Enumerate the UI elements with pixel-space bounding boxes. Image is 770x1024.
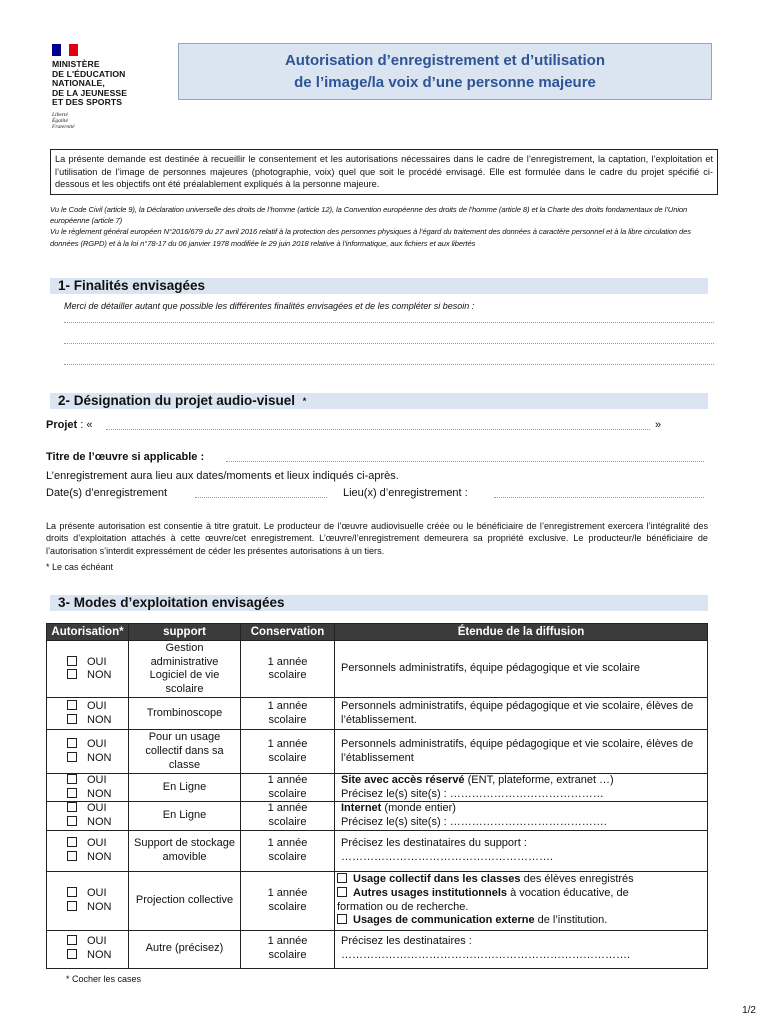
ministry-line: DE LA JEUNESSE — [52, 87, 128, 98]
non-option[interactable] — [67, 714, 128, 728]
section-1-heading: 1- Finalités envisagées — [50, 278, 708, 294]
motto-line: Fraternité — [52, 123, 75, 130]
oui-option[interactable] — [67, 738, 128, 752]
legal-line: Vu le Code Civil (article 9), la Déclaration universelle des droits de l’homme (article 12), la Convention européenne des droits de l’homme (article 8) et la Charte des droits fondamentaux de l’Union européenne (article 7) — [50, 205, 688, 226]
oui-checkbox[interactable] — [67, 700, 77, 710]
projet-close-quote: » — [655, 419, 662, 431]
oui-checkbox[interactable] — [67, 935, 77, 945]
support-cell: Pour un usage collectif dans sa classe — [129, 730, 241, 774]
support-cell: Autre (précisez) — [129, 930, 241, 968]
conservation-line: scolaire — [268, 850, 307, 863]
page-number: 1/2 — [742, 1005, 756, 1016]
scope-rest: (monde entier) — [381, 802, 456, 815]
section-2-title: 2- Désignation du projet audio-visuel — [58, 393, 296, 408]
legal-references — [50, 204, 720, 249]
marianne-flag-icon — [52, 44, 78, 56]
usage-checkbox[interactable] — [337, 914, 347, 924]
titre-oeuvre-field[interactable] — [226, 461, 704, 462]
conservation-cell — [241, 774, 335, 802]
authorization-cell — [47, 641, 129, 698]
conservation-line: 1 année — [267, 655, 308, 668]
non-checkbox[interactable] — [67, 901, 77, 911]
projet-open-quote: : « — [77, 419, 93, 431]
scope-cell — [335, 871, 708, 930]
flag-blue — [52, 44, 61, 56]
scope-cell — [335, 930, 708, 968]
republic-motto — [52, 112, 152, 130]
scope-line — [341, 802, 701, 816]
non-label: NON — [87, 815, 112, 828]
authorization-cell — [47, 698, 129, 730]
header-etendue: Étendue de la diffusion — [335, 624, 708, 641]
support-cell: Trombinoscope — [129, 698, 241, 730]
dates-field[interactable] — [195, 497, 327, 498]
usage-bold: Autres usages institutionnels — [353, 886, 508, 899]
oui-label: OUI — [87, 738, 107, 751]
conservation-line: 1 année — [267, 700, 308, 713]
non-label: NON — [87, 900, 112, 913]
table-row — [47, 830, 708, 871]
conservation-line: 1 année — [267, 802, 308, 815]
site-field[interactable]: Précisez le(s) site(s) : …………………………………… — [341, 787, 604, 800]
non-checkbox[interactable] — [67, 949, 77, 959]
non-checkbox[interactable] — [67, 752, 77, 762]
table-row — [47, 641, 708, 698]
ministry-line: ET DES SPORTS — [52, 97, 123, 108]
oui-option[interactable] — [67, 837, 128, 851]
non-label: NON — [87, 713, 112, 726]
oui-checkbox[interactable] — [67, 774, 77, 784]
lieux-label: Lieu(x) d’enregistrement : — [343, 487, 468, 499]
authorization-cell — [47, 930, 129, 968]
oui-label: OUI — [87, 886, 107, 899]
conservation-cell — [241, 802, 335, 830]
scope-line — [341, 774, 701, 788]
ministry-line: NATIONALE, — [52, 78, 105, 89]
support-cell: Projection collective — [129, 871, 241, 930]
motto-line: Égalité — [52, 117, 68, 124]
conservation-cell — [241, 730, 335, 774]
scope-bold: Internet — [341, 802, 382, 815]
projet-field[interactable] — [106, 429, 650, 430]
oui-option[interactable] — [67, 774, 128, 788]
finalites-line-1[interactable] — [64, 322, 714, 323]
non-option[interactable] — [67, 851, 128, 865]
usage-checkbox[interactable] — [337, 887, 347, 897]
non-option[interactable] — [67, 949, 128, 963]
support-cell: En Ligne — [129, 774, 241, 802]
flag-white — [61, 44, 70, 56]
modes-table — [46, 623, 708, 969]
scope-cell: Personnels administratifs, équipe pédagogique et vie scolaire, élèves de l’établissement. — [335, 698, 708, 730]
ministry-line: MINISTÈRE — [52, 59, 100, 69]
oui-option[interactable] — [67, 656, 128, 670]
conservation-cell — [241, 698, 335, 730]
conservation-line: scolaire — [268, 713, 307, 726]
oui-option[interactable] — [67, 887, 128, 901]
header-autorisation: Autorisation* — [47, 624, 129, 641]
scope-cell — [335, 802, 708, 830]
authorization-cell — [47, 871, 129, 930]
oui-label: OUI — [87, 836, 107, 849]
conservation-line: 1 année — [267, 738, 308, 751]
table-header-row — [47, 624, 708, 641]
oui-label: OUI — [87, 802, 107, 815]
legal-line: Vu le règlement général européen N°2016/679 du 27 avril 2016 relatif à la protection des personnes physiques à l’égard du traitement des données à caractère personnel et à la libre circulation des données (RGPD) et à la loi n°78-17 du 06 janvier 1978 modifiée le 29 juin 2018 relative à l’informatique, aux fichiers et aux libertés — [50, 227, 691, 248]
title-line-2: de l’image/la voix d’une personne majeure — [294, 74, 596, 91]
projet-row — [46, 418, 92, 432]
non-checkbox[interactable] — [67, 851, 77, 861]
table-row — [47, 730, 708, 774]
table-row — [47, 871, 708, 930]
site-field[interactable]: Précisez le(s) site(s) : ……………………………………. — [341, 815, 607, 828]
document-title — [178, 43, 712, 100]
authorization-cell — [47, 830, 129, 871]
ministry-line: DE L'ÉDUCATION — [52, 68, 126, 79]
non-label: NON — [87, 949, 112, 962]
oui-label: OUI — [87, 774, 107, 787]
non-checkbox[interactable] — [67, 816, 77, 826]
support-cell: Support de stockage amovible — [129, 830, 241, 871]
conservation-cell — [241, 930, 335, 968]
non-label: NON — [87, 850, 112, 863]
section-1-hint: Merci de détailler autant que possible les différentes finalités envisagées et de les compléter si besoin : — [64, 301, 475, 311]
consent-paragraph: La présente autorisation est consentie à titre gratuit. Le producteur de l’œuvre audiovisuelle créée ou le bénéficiaire de l’enregistrement exercera l’intégralité des droits d’exploitation attachés à cette œuvre/cet enregistrement. L’œuvre/l’enregistrement demeurera sa propriété exclusive. Le producteur/le bénéficiaire de l’autorisation s’interdit expressément de céder les présentes autorisations à un tiers. — [46, 521, 708, 556]
oui-checkbox[interactable] — [67, 837, 77, 847]
scope-cell — [335, 774, 708, 802]
conservation-line: scolaire — [268, 787, 307, 800]
lieux-field[interactable] — [494, 497, 704, 498]
section-3-heading: 3- Modes d’exploitation envisagées — [50, 595, 708, 611]
oui-checkbox[interactable] — [67, 656, 77, 666]
header-support: support — [129, 624, 241, 641]
oui-checkbox[interactable] — [67, 738, 77, 748]
non-label: NON — [87, 787, 112, 800]
oui-label: OUI — [87, 700, 107, 713]
table-row — [47, 774, 708, 802]
usage-bold: Usages de communication externe — [353, 914, 535, 927]
conservation-line: scolaire — [268, 669, 307, 682]
conservation-line: 1 année — [267, 935, 308, 948]
scope-cell — [335, 830, 708, 871]
conservation-line: 1 année — [267, 836, 308, 849]
oui-label: OUI — [87, 935, 107, 948]
flag-red — [69, 44, 78, 56]
projet-label: Projet — [46, 419, 78, 431]
usage-option-1[interactable] — [337, 873, 701, 887]
conservation-line: scolaire — [268, 900, 307, 913]
scope-line: Précisez les destinataires du support : — [341, 836, 527, 849]
conservation-line: 1 année — [267, 886, 308, 899]
oui-checkbox[interactable] — [67, 887, 77, 897]
conservation-cell — [241, 641, 335, 698]
table-row — [47, 802, 708, 830]
ministry-name — [52, 60, 152, 108]
usage-option-3[interactable] — [337, 914, 701, 928]
oui-checkbox[interactable] — [67, 802, 77, 812]
scope-bold: Site avec accès réservé — [341, 774, 465, 787]
conservation-line: scolaire — [268, 815, 307, 828]
header-conservation: Conservation — [241, 624, 335, 641]
dates-label: Date(s) d’enregistrement — [46, 487, 168, 499]
non-checkbox[interactable] — [67, 714, 77, 724]
scope-cell: Personnels administratifs, équipe pédagogique et vie scolaire, élèves de l’établissement — [335, 730, 708, 774]
non-checkbox[interactable] — [67, 788, 77, 798]
dates-sentence: L’enregistrement aura lieu aux dates/moments et lieux indiqués ci-après. — [46, 470, 399, 482]
oui-option[interactable] — [67, 802, 128, 816]
conservation-line: scolaire — [268, 949, 307, 962]
asterisk-mark: * — [302, 396, 307, 406]
footnote-le-cas-echeant: * Le cas échéant — [46, 562, 114, 572]
intro-box: La présente demande est destinée à recueillir le consentement et les autorisations nécessaires dans le cadre de l’enregistrement, la captation, l’exploitation et l’utilisation de l’image de personnes majeures (photographie, voix) quel que soit le procédé envisagé. Elle est formulée dans le cadre du projet spécifié ci-dessous et les objectifs ont été préalablement expliqués à la personne majeure. — [50, 149, 718, 195]
finalites-line-3[interactable] — [64, 364, 714, 365]
scope-rest: (ENT, plateforme, extranet …) — [464, 774, 614, 787]
usage-continuation: formation ou de recherche. — [337, 900, 469, 913]
recipients-field[interactable]: ……………………………………………………………………. — [341, 949, 631, 962]
conservation-cell — [241, 830, 335, 871]
ministry-logo — [52, 44, 152, 130]
non-option[interactable] — [67, 901, 128, 915]
non-label: NON — [87, 669, 112, 682]
titre-oeuvre-label: Titre de l’œuvre si applicable : — [46, 451, 205, 463]
non-checkbox[interactable] — [67, 669, 77, 679]
authorization-cell — [47, 774, 129, 802]
recipients-field[interactable]: …………………………………………………. — [341, 850, 554, 863]
non-option[interactable] — [67, 669, 128, 683]
scope-cell: Personnels administratifs, équipe pédagogique et vie scolaire — [335, 641, 708, 698]
scope-line: Précisez les destinataires : — [341, 935, 472, 948]
table-row — [47, 930, 708, 968]
conservation-line: 1 année — [267, 774, 308, 787]
conservation-cell — [241, 871, 335, 930]
usage-rest: des élèves enregistrés — [520, 873, 634, 886]
table-row — [47, 698, 708, 730]
usage-rest: à vocation éducative, de — [507, 886, 629, 899]
finalites-line-2[interactable] — [64, 343, 714, 344]
oui-option[interactable] — [67, 700, 128, 714]
motto-line: Liberté — [52, 111, 68, 118]
section-2-heading — [50, 393, 708, 409]
authorization-cell — [47, 730, 129, 774]
support-cell: En Ligne — [129, 802, 241, 830]
non-option[interactable] — [67, 816, 128, 830]
non-label: NON — [87, 751, 112, 764]
footnote-cocher: * Cocher les cases — [66, 974, 142, 984]
oui-option[interactable] — [67, 935, 128, 949]
conservation-line: scolaire — [268, 751, 307, 764]
non-option[interactable] — [67, 788, 128, 802]
oui-label: OUI — [87, 655, 107, 668]
usage-bold: Usage collectif dans les classes — [353, 873, 521, 886]
usage-option-2[interactable] — [337, 887, 701, 901]
title-line-1: Autorisation d’enregistrement et d’utilisation — [284, 52, 606, 69]
non-option[interactable] — [67, 752, 128, 766]
usage-rest: de l’institution. — [534, 914, 608, 927]
usage-checkbox[interactable] — [337, 873, 347, 883]
support-cell: Gestion administrative Logiciel de vie scolaire — [129, 641, 241, 698]
authorization-cell — [47, 802, 129, 830]
